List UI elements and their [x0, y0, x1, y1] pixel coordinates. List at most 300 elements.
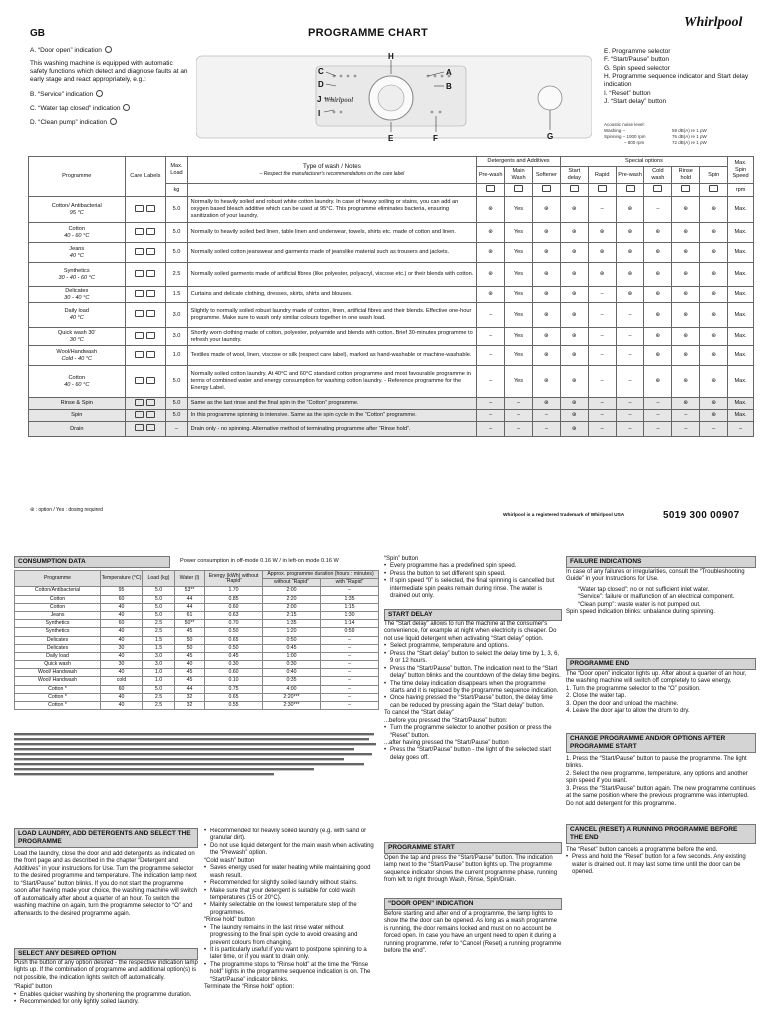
care-label-icon: [125, 263, 166, 287]
option-cell: –: [644, 422, 672, 437]
programme-row: [29, 263, 754, 287]
option-cell: –: [588, 422, 616, 437]
failure-heading: FAILURE INDICATIONS: [566, 556, 756, 568]
wash-notes: Curtains and delicate clothing, dresses, skirts, shirts and blouses.: [187, 287, 477, 303]
consumption-cell: 50: [175, 636, 205, 644]
option-cell: ⊛: [477, 223, 505, 243]
consumption-cell: 0.65: [205, 636, 263, 644]
consumption-cell: 0:35: [263, 677, 321, 685]
panel-letter-i: I: [318, 109, 321, 118]
consumption-cell: –: [321, 636, 379, 644]
option-cell: ⊛: [532, 328, 560, 346]
option-cell: –: [672, 410, 700, 422]
option-cell: Yes: [505, 197, 533, 223]
consumption-cell: 2.5: [143, 693, 175, 701]
programme-name-cell: [29, 223, 126, 243]
list-item: • The time delay indication disappears when the programme starts and it is replaced by the programme sequence indication.: [384, 681, 562, 696]
door-open-text: Before starting and after end of a programme, the lamp lights to show the the door can be opened. As long as a wash programme is running, the door remains locked and must on no account be forced open. In case you have an urgent need to open it during a running programme, refer to “Cancel (Reset) a running programme before the end”.: [384, 911, 562, 955]
care-label-icon: [125, 422, 166, 437]
care-label-icon: [125, 398, 166, 410]
col-kg: kg: [166, 184, 187, 197]
consumption-cell: Delicates: [15, 644, 101, 652]
panel-brand: Whirlpool: [324, 96, 354, 104]
noise-row-name: Washing –: [604, 128, 626, 134]
consumption-row: [15, 669, 379, 677]
max-load: 3.0: [166, 328, 187, 346]
max-spin-speed: Max.: [728, 223, 754, 243]
consumption-cell: 60: [101, 595, 143, 603]
option-cell: ⊛: [616, 197, 644, 223]
door-open-heading: “DOOR OPEN” INDICATION: [384, 898, 562, 910]
consumption-row: [15, 636, 379, 644]
consumption-cell: 1.0: [143, 669, 175, 677]
list-item: • Recommended for heavily soiled laundry (e.g. with sand or granular dirt).: [204, 828, 376, 843]
option-cell: ⊛: [672, 398, 700, 410]
programme-name: Rinse & Spin: [60, 400, 93, 407]
start-delay-body: The “Start delay” allows to run the machine at the consumer's convenience, for example at night when electricity is cheaper. Do not use liquid detergent when activating “Start delay” option.: [384, 621, 557, 642]
option-cell: –: [588, 410, 616, 422]
care-label-icon: [125, 243, 166, 263]
option-cell: –: [644, 410, 672, 422]
consumption-cell: 0.60: [205, 669, 263, 677]
list-item: • Mainly selectable on the lowest temperature step of the programmes.: [204, 902, 376, 917]
change-programme-heading: CHANGE PROGRAMME AND/OR OPTIONS AFTER PROGRAMME START: [566, 733, 756, 753]
col-type-title: Type of wash / Notes: [303, 163, 361, 171]
programme-start-text: Open the tap and press the “Start/Pause” button. The indication lamp next to the “Start/Pause” button lights up. The programme sequence indicator shows the current programme phase, running from left to right through Wash, Rinse, Spin/Drain.: [384, 855, 558, 884]
option-cell: ⊛: [700, 197, 728, 223]
option-cell: ⊛: [700, 287, 728, 303]
consumption-cell: 0:40: [263, 669, 321, 677]
programme-name: Daily load: [64, 308, 90, 315]
programme-temp: 30 - 40 °C: [64, 294, 90, 301]
panel-letter-f: F: [433, 134, 438, 143]
option-cell: Yes: [505, 303, 533, 328]
option-cell: ⊛: [560, 328, 588, 346]
consumption-cell: Synthetics: [15, 628, 101, 636]
option-cell: ⊛: [477, 243, 505, 263]
failure-section: [566, 569, 756, 617]
consumption-row: [15, 628, 379, 636]
option-cell: ⊛: [700, 410, 728, 422]
sub-rinse-hold: Rinse hold: [672, 167, 700, 184]
list-item: 3. Open the door and unload the machine.: [566, 700, 679, 707]
list-item: • Once having pressed the “Start/Pause” button, the delay time can be reduced by pressing again the “Start delay” button.: [384, 695, 562, 710]
option-cell: –: [672, 422, 700, 437]
list-item: • Press the “Start/Pause” button. The indication next to the “Start delay” button blinks and the countdown of the delay time begins.: [384, 666, 562, 681]
consumption-cell: 2:20***: [263, 693, 321, 701]
option-cell: –: [588, 366, 616, 398]
consumption-cell: 5.0: [143, 611, 175, 619]
max-spin-speed: –: [728, 422, 754, 437]
list-item: • If spin speed “0” is selected, the final spinning is cancelled but intermediate spin peaks remain during rinse. The water is drained out only.: [384, 578, 562, 600]
option-cell: ⊛: [644, 328, 672, 346]
consumption-cell: 0.70: [205, 620, 263, 628]
load-laundry-heading: LOAD LAUNDRY, ADD DETERGENTS AND SELECT THE PROGRAMME: [14, 828, 198, 848]
safety-text: This washing machine is equipped with automatic safety functions which detect and diagnose faults at an early stage and react appropriately, e.g.:: [30, 60, 188, 84]
option-cell: –: [505, 398, 533, 410]
option-cell: ⊛: [532, 398, 560, 410]
list-item: • Press the “Start delay” button to select the delay time by 1, 3, 6, 9 or 12 hours.: [384, 651, 562, 666]
consumption-row: [15, 661, 379, 669]
list-item: • Press the “Start/Pause” button - the light of the selected start delay goes off.: [384, 747, 562, 762]
consumption-cell: 1:20: [263, 628, 321, 636]
programme-name-cell: [29, 197, 126, 223]
consumption-cell: 0.50: [205, 644, 263, 652]
option-cell: ⊛: [672, 223, 700, 243]
list-item: • Make sure that your detergent is suitable for cold wash temperatures (15 or 20°C).: [204, 888, 376, 903]
service-icon: [96, 90, 103, 97]
option-cell: ⊛: [700, 328, 728, 346]
programme-row: [29, 346, 754, 366]
consumption-cell: 40: [101, 603, 143, 611]
panel-letter-e: E: [388, 134, 394, 143]
max-spin-speed: Max.: [728, 366, 754, 398]
programme-name-cell: [29, 263, 126, 287]
reset-heading: CANCEL (RESET) A RUNNING PROGRAMME BEFORE THE END: [566, 824, 756, 844]
max-spin-speed: Max.: [728, 328, 754, 346]
legend-e: E. Programme selector: [604, 48, 671, 55]
consumption-row: [15, 620, 379, 628]
option-cell: –: [616, 422, 644, 437]
option-cell: ⊛: [588, 243, 616, 263]
option-cell: –: [588, 346, 616, 366]
option-cell: Yes: [505, 328, 533, 346]
option-cell: –: [477, 328, 505, 346]
option-cell: –: [644, 197, 672, 223]
list-item: • Press the button to set different spin speed.: [384, 571, 562, 578]
panel-letter-a: A: [446, 68, 452, 77]
document-code: 5019 300 00907: [663, 510, 740, 521]
consumption-row: [15, 587, 379, 595]
max-load: 5.0: [166, 398, 187, 410]
indicator-list-right: [604, 48, 754, 106]
max-load: 5.0: [166, 223, 187, 243]
option-cell: ⊛: [560, 197, 588, 223]
list-item: • Select programme, temperature and options.: [384, 643, 562, 650]
option-cell: ⊛: [672, 328, 700, 346]
option-cell: –: [616, 410, 644, 422]
failure-body: In case of any failures or irregularities, consult the “Troubleshooting Guide” in your Instructions for Use.: [566, 569, 745, 583]
consumption-cell: 0.63: [205, 611, 263, 619]
option-cell: –: [505, 410, 533, 422]
consumption-cell: 1:35: [321, 595, 379, 603]
col-type-note: – Respect the manufacturer's recommendations on the care label: [259, 170, 405, 177]
consumption-cell: 32: [175, 693, 205, 701]
programme-temp: 30 °C: [69, 336, 84, 343]
consumption-cell: 0:59: [321, 628, 379, 636]
programme-temp: 95 °C: [69, 209, 84, 216]
option-cell: Yes: [505, 263, 533, 287]
programme-temp: 30 - 40 - 60 °C: [58, 274, 95, 281]
consumption-cell: 2:00: [263, 587, 321, 595]
noise-levels: [604, 122, 744, 146]
programme-name-cell: [29, 243, 126, 263]
consumption-cell: 1:35: [263, 620, 321, 628]
panel-letter-b: B: [446, 82, 452, 91]
cold-wash-icon: [644, 184, 672, 197]
list-item: 1. Press the “Start/Pause” button to pause the programme. The light blinks.: [566, 756, 747, 770]
option-cell: Yes: [505, 223, 533, 243]
consumption-cell: 0:30: [263, 661, 321, 669]
consumption-cell: 60: [101, 685, 143, 693]
consumption-row: [15, 677, 379, 685]
care-label-icon: [125, 346, 166, 366]
legend-f: F. “Start/Pause” button: [604, 56, 670, 64]
consumption-cell: 40: [101, 611, 143, 619]
consumption-cell: 2:00: [263, 603, 321, 611]
consumption-cell: 4:00: [263, 685, 321, 693]
consumption-cell: 50: [175, 644, 205, 652]
page-title: PROGRAMME CHART: [308, 27, 428, 39]
consumption-row: [15, 702, 379, 710]
cancel-delay-title: To cancel the “Start delay”: [384, 710, 454, 717]
option-cell: ⊛: [700, 346, 728, 366]
programme-temp: 40 - 60 °C: [64, 232, 90, 239]
option-cell: ⊛: [700, 223, 728, 243]
programme-row: [29, 398, 754, 410]
indicator-list-left: [30, 46, 190, 132]
col-rpm: rpm: [728, 184, 754, 197]
consumption-cell: 1:15: [321, 603, 379, 611]
consumption-cell: cold: [101, 677, 143, 685]
panel-letter-c: C: [318, 67, 324, 76]
option-cell: –: [616, 346, 644, 366]
consumption-row: [15, 595, 379, 603]
wash-notes: In this programme spinning is intensive. Same as the spin cycle in the “Cotton” programme.: [187, 410, 477, 422]
cold-wash-title: “Cold wash” button: [204, 857, 255, 864]
option-cell: Yes: [505, 366, 533, 398]
programme-name-cell: [29, 303, 126, 328]
trademark-note: Whirlpool is a registered trademark of Whirlpool USA: [503, 513, 625, 518]
programme-name-cell: [29, 366, 126, 398]
cons-col-duration: Approx. programme duration (hours : minutes): [263, 571, 379, 579]
failure-water-tap: “Water tap closed”: no or not sufficient inlet water.: [578, 586, 710, 593]
option-cell: ⊛: [644, 346, 672, 366]
consumption-cell: 40: [101, 652, 143, 660]
failure-clean-pump: “Clean pump”: waste water is not pumped out.: [578, 601, 701, 608]
door-open-label: A. “Door open” indication: [30, 47, 102, 54]
consumption-cell: 2.5: [143, 620, 175, 628]
consumption-cell: 44: [175, 595, 205, 603]
rinse-hold-title: “Rinse hold” button: [204, 917, 255, 924]
consumption-cell: 0.30: [205, 661, 263, 669]
option-cell: ⊛: [532, 223, 560, 243]
option-cell: ⊛: [700, 398, 728, 410]
col-type-blank: [187, 184, 477, 197]
consumption-cell: –: [321, 587, 379, 595]
programme-name: Drain: [70, 425, 84, 432]
consumption-cell: 45: [175, 669, 205, 677]
list-item: • Every programme has a predefined spin speed.: [384, 563, 562, 570]
max-load: 1.0: [166, 346, 187, 366]
failure-spin: Spin speed indication blinks: unbalance during spinning.: [566, 609, 716, 616]
softener-icon: [532, 184, 560, 197]
change-programme-section: [566, 756, 756, 808]
programme-row: [29, 243, 754, 263]
options-column: [204, 828, 376, 1024]
consumption-cell: –: [321, 652, 379, 660]
consumption-cell: 2:20: [263, 595, 321, 603]
prewash-icon: [477, 184, 505, 197]
wash-notes: Slightly to normally soiled robust laundry made of cotton, linen, artificial fibres and their blends. Effective one-hour programme. Make sure to wash only similar colours together in one wash load.: [187, 303, 477, 328]
care-label-icon: [125, 223, 166, 243]
option-cell: ⊛: [616, 243, 644, 263]
consumption-cell: –: [321, 644, 379, 652]
cons-col-with-rapid: with “Rapid”: [321, 579, 379, 587]
cons-col-without-rapid: without “Rapid”: [263, 579, 321, 587]
sub-rapid: Rapid: [588, 167, 616, 184]
max-spin-speed: Max.: [728, 303, 754, 328]
spin-list: [384, 563, 562, 600]
max-spin-speed: Max.: [728, 243, 754, 263]
mainwash-icon: [505, 184, 533, 197]
consumption-row: [15, 652, 379, 660]
option-cell: ⊛: [532, 287, 560, 303]
noise-title: Acoustic noise level:: [604, 122, 645, 127]
cons-col-temperature: Temperature (°C): [101, 571, 143, 587]
rapid-icon: [588, 184, 616, 197]
consumption-cell: 0.60: [205, 603, 263, 611]
consumption-cell: Jeans: [15, 611, 101, 619]
consumption-cell: 0:50: [263, 636, 321, 644]
select-option-text: [14, 960, 198, 1007]
option-cell: ⊛: [560, 263, 588, 287]
consumption-cell: 60: [101, 620, 143, 628]
noise-row-value: 76 dB(A) re 1 pW: [672, 134, 707, 140]
country-code: GB: [30, 28, 45, 39]
option-cell: ⊛: [672, 346, 700, 366]
consumption-cell: 40: [101, 636, 143, 644]
cancel-before-title: ...before you pressed the “Start/Pause” button:: [384, 717, 508, 724]
option-cell: ⊛: [700, 366, 728, 398]
option-cell: ⊛: [588, 263, 616, 287]
spin-section: [384, 556, 562, 601]
max-spin-speed: Max.: [728, 263, 754, 287]
spin-selector-knob: [538, 86, 562, 110]
load-laundry-text: Load the laundry, close the door and add detergents as indicated on the front page and as described in the chapter “Detergent and Additives” in your instructions for Use. Turn the programme selector to the desired programme and temperature. The indication lamp next to “Start/Pause” button blinks. If you do not start the programme soon after having made your choice, the washing machine will switch off automatically after about a quarter of an hour. To switch the washing machine on again, turn the programme selector to “O” and afterwards to the desired programme again.: [14, 851, 198, 917]
consumption-row: [15, 685, 379, 693]
consumption-cell: Synthetics: [15, 620, 101, 628]
start-delay-heading: START DELAY: [384, 609, 562, 621]
option-cell: ⊛: [616, 263, 644, 287]
max-spin-speed: Max.: [728, 398, 754, 410]
list-item: • It is particularly useful if you want to postpone spinning to a later time, or if you want to drain only.: [204, 947, 376, 962]
consumption-row: [15, 611, 379, 619]
list-item: 3. Press the “Start/Pause” button again. The new programme continues at the same position where the previous programme was interrupted. Do not add detergent for this programme.: [566, 785, 756, 807]
option-cell: ⊛: [672, 197, 700, 223]
list-item: • Do not use liquid detergent for the main wash when activating the “Prewash” option.: [204, 843, 376, 858]
max-spin-speed: Max.: [728, 287, 754, 303]
consumption-cell: 50**: [175, 620, 205, 628]
option-cell: ⊛: [532, 263, 560, 287]
noise-row-name: Spinning – 1000 rpm: [604, 134, 646, 140]
programme-temp: 40 °C: [69, 315, 84, 321]
option-cell: ⊛: [477, 287, 505, 303]
programme-temp: 40 °C: [69, 252, 84, 259]
consumption-cell: Cotton/Antibacterial: [15, 587, 101, 595]
panel-letter-j: J: [317, 95, 322, 104]
max-load: 5.0: [166, 197, 187, 223]
cancel-after-list: [384, 747, 562, 762]
max-spin-speed: Max.: [728, 346, 754, 366]
programme-name-cell: [29, 287, 126, 303]
option-cell: –: [532, 410, 560, 422]
max-spin-speed: Max.: [728, 410, 754, 422]
programme-temp: Cold - 40 °C: [61, 355, 93, 362]
list-item: • The laundry remains in the last rinse water without progressing to the final spin cycle to avoid creasing and prevent colours from changing.: [204, 925, 376, 947]
group-detergents: Detergents and Additives: [477, 157, 561, 167]
reset-section: [566, 847, 756, 877]
care-label-icon: [125, 287, 166, 303]
consumption-cell: 45: [175, 652, 205, 660]
option-cell: ⊛: [700, 243, 728, 263]
consumption-cell: 0.45: [205, 652, 263, 660]
consumption-cell: 95: [101, 587, 143, 595]
tap-icon: [123, 104, 130, 111]
programme-end-body: The “Door open” indicator lights up. After about a quarter of an hour, the washing machine will switch off completely to save energy.: [566, 671, 747, 685]
sub-cold-wash: Cold wash: [644, 167, 672, 184]
option-cell: ⊛: [532, 366, 560, 398]
consumption-cell: 1.5: [143, 636, 175, 644]
consumption-row: [15, 644, 379, 652]
option-cell: –: [477, 346, 505, 366]
col-programme: Programme: [29, 157, 126, 197]
consumption-cell: Cotton *: [15, 702, 101, 710]
consumption-cell: Cotton *: [15, 685, 101, 693]
programme-temp: 40 - 60 °C: [64, 381, 90, 388]
consumption-cell: 2.5: [143, 628, 175, 636]
legend-h: H. Programme sequence indicator and Start delay indication: [604, 72, 749, 89]
option-cell: ⊛: [616, 223, 644, 243]
option-cell: –: [477, 366, 505, 398]
max-load: 5.0: [166, 366, 187, 398]
consumption-cell: 2.5: [143, 702, 175, 710]
option-cell: –: [616, 328, 644, 346]
panel-letter-h: H: [388, 52, 394, 61]
option-cell: ⊛: [672, 303, 700, 328]
wash-notes: Drain only - no spinning. Alternative method of terminating programme after “Rinse hold”.: [187, 422, 477, 437]
programme-name: Quick wash 30': [57, 329, 96, 336]
option-cell: –: [588, 328, 616, 346]
max-load: 3.0: [166, 303, 187, 328]
consumption-cell: –: [321, 661, 379, 669]
programme-table-body: [29, 197, 754, 437]
consumption-cell: Daily load: [15, 652, 101, 660]
col-max-spin: Max. Spin Speed: [728, 157, 754, 184]
terminate-rinse-hold: Terminate the “Rinse hold” option:: [204, 984, 295, 991]
care-label-icon: [125, 328, 166, 346]
programme-name: Spin: [71, 412, 83, 419]
programme-start-heading: PROGRAMME START: [384, 842, 562, 854]
option-cell: ⊛: [644, 243, 672, 263]
wash-notes: Normally soiled cotton jeanswear and garments made of jeanslike material such as trousers and jackets.: [187, 243, 477, 263]
consumption-cell: 0.65: [205, 693, 263, 701]
option-cell: –: [477, 303, 505, 328]
group-special-options: Special options: [560, 157, 727, 167]
noise-row-value: 59 dB(A) re 1 pW: [672, 128, 707, 134]
programme-row: [29, 287, 754, 303]
programme-row: [29, 328, 754, 346]
consumption-cell: Cotton *: [15, 693, 101, 701]
consumption-cell: Delicates: [15, 636, 101, 644]
consumption-cell: 30: [101, 644, 143, 652]
rapid-title: “Rapid” button: [14, 984, 53, 991]
sub-prewash-opt: Pre-wash: [616, 167, 644, 184]
consumption-footnotes-fineprint: [14, 733, 380, 777]
option-cell: ⊛: [477, 197, 505, 223]
option-cell: ⊛: [560, 287, 588, 303]
clean-pump-label: D. “Clean pump” indication: [30, 118, 107, 126]
